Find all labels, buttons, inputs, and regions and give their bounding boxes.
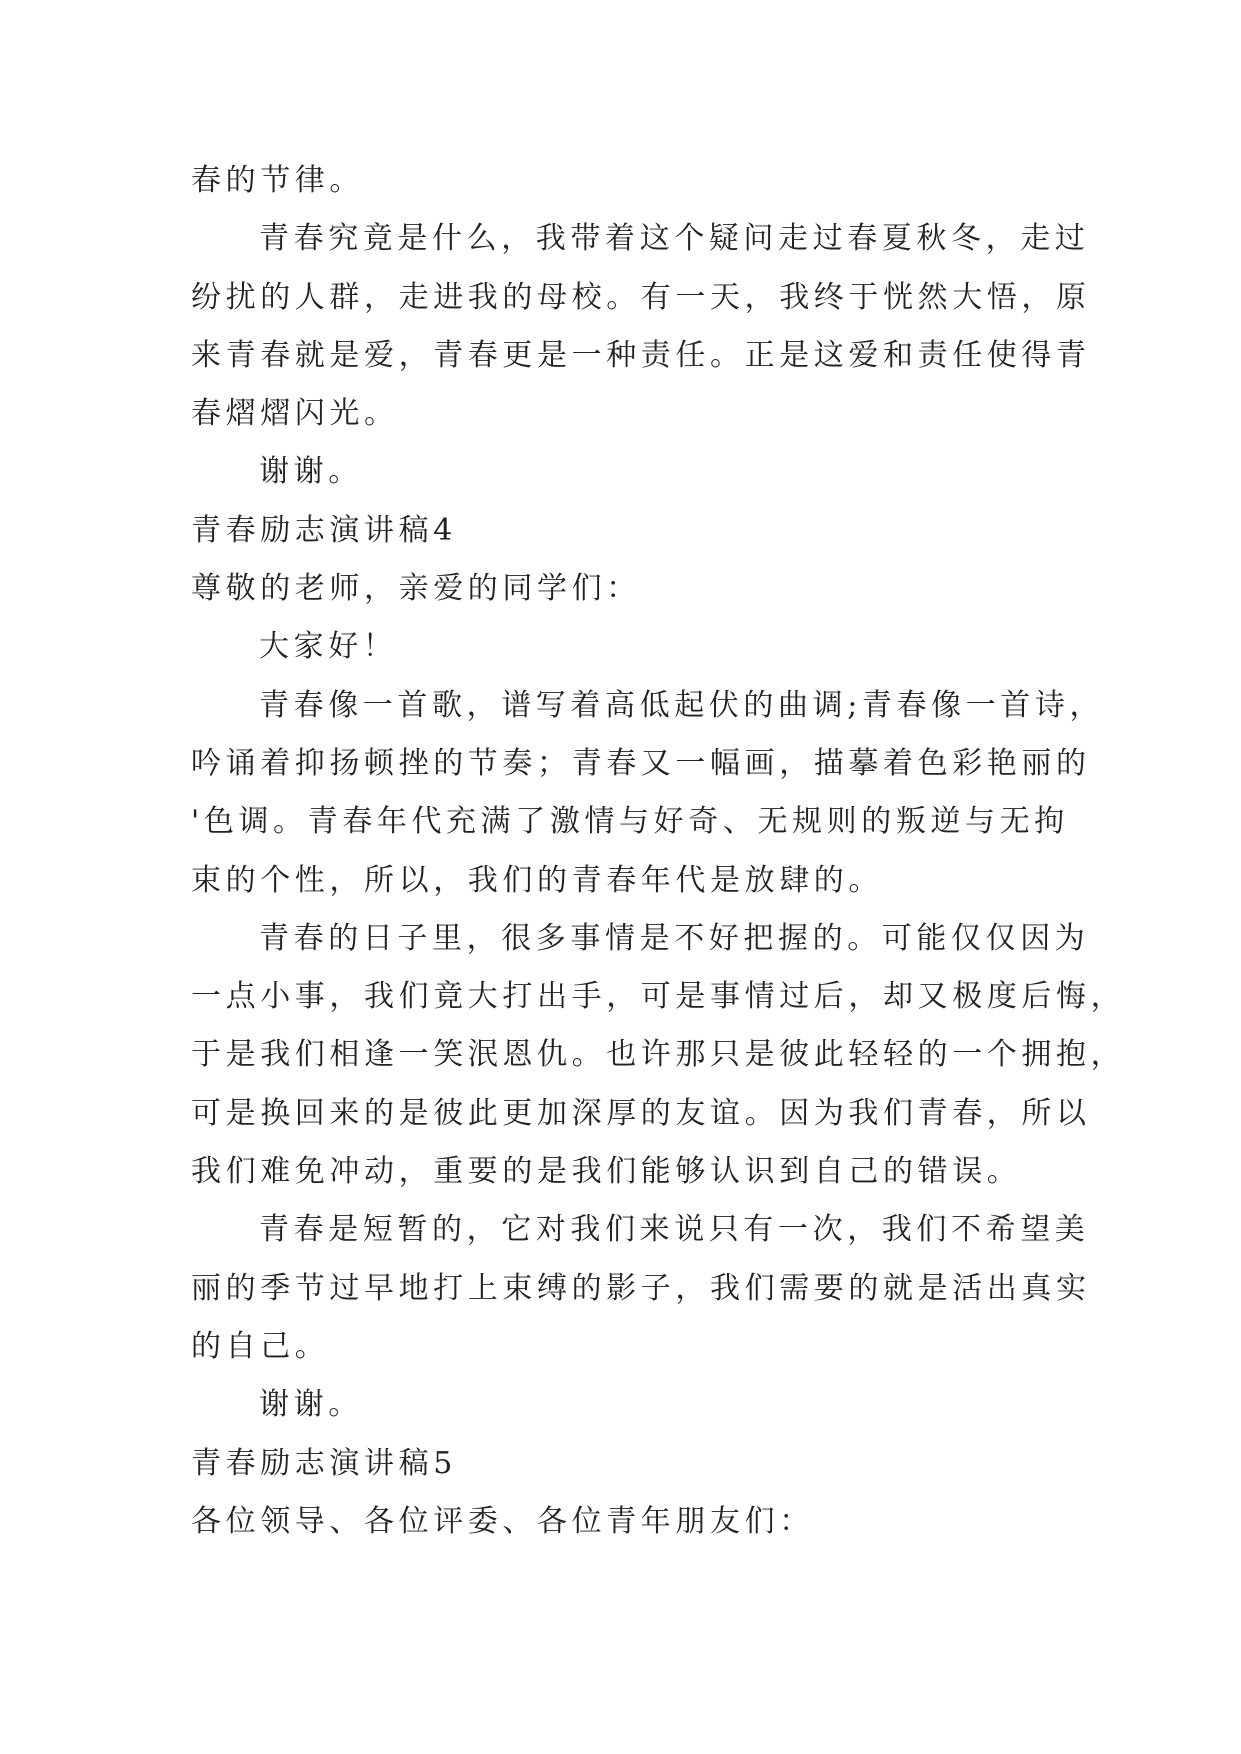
document-body — [191, 152, 1126, 1551]
paragraph-first-line: 青春是短暂的，它对我们来说只有一次，我们不希望美 — [259, 1212, 1090, 1248]
text-line: 春的节律。 — [191, 163, 364, 198]
text-line: '色调。青春年代充满了激情与好奇、无规则的叛逆与无拘 — [191, 804, 1069, 840]
paragraph-first-line: 青春像一首歌，谱写着高低起伏的曲调;青春像一首诗， — [259, 687, 1105, 723]
text-line: 丽的季节过早地打上束缚的影子，我们需要的就是活出真实 — [191, 1270, 1091, 1306]
text-line: 吟诵着抑扬顿挫的节奏；青春又一幅画，描摹着色彩艳丽的 — [191, 745, 1091, 781]
text-line: 一点小事，我们竟大打出手，可是事情过后，却又极度后悔， — [191, 979, 1126, 1015]
section-heading: 青春励志演讲稿4 — [191, 512, 457, 548]
text-line: 来青春就是爱，青春更是一种责任。正是这爱和责任使得青 — [191, 337, 1091, 373]
section-heading: 青春励志演讲稿5 — [191, 1445, 457, 1481]
text-line: 可是换回来的是彼此更加深厚的友谊。因为我们青春，所以 — [191, 1095, 1091, 1131]
closing-thanks: 谢谢。 — [259, 454, 363, 490]
paragraph-first-line: 青春究竟是什么，我带着这个疑问走过春夏秋冬，走过 — [259, 221, 1090, 257]
text-line: 春熠熠闪光。 — [191, 396, 399, 432]
text-line: 于是我们相逢一笑泯恩仇。也许那只是彼此轻轻的一个拥抱， — [191, 1037, 1126, 1073]
salutation: 尊敬的老师，亲爱的同学们： — [191, 571, 641, 607]
text-line: 纷扰的人群，走进我的母校。有一天，我终于恍然大悟，原 — [191, 279, 1091, 315]
salutation: 各位领导、各位评委、各位青年朋友们： — [191, 1503, 814, 1539]
paragraph-first-line: 青春的日子里，很多事情是不好把握的。可能仅仅因为 — [259, 920, 1090, 956]
greeting: 大家好！ — [259, 629, 398, 665]
text-line: 我们难免冲动，重要的是我们能够认识到自己的错误。 — [191, 1154, 1022, 1190]
text-line: 束的个性，所以，我们的青春年代是放肆的。 — [191, 862, 883, 898]
text-line: 的自己。 — [191, 1328, 330, 1364]
closing-thanks: 谢谢。 — [259, 1387, 363, 1423]
